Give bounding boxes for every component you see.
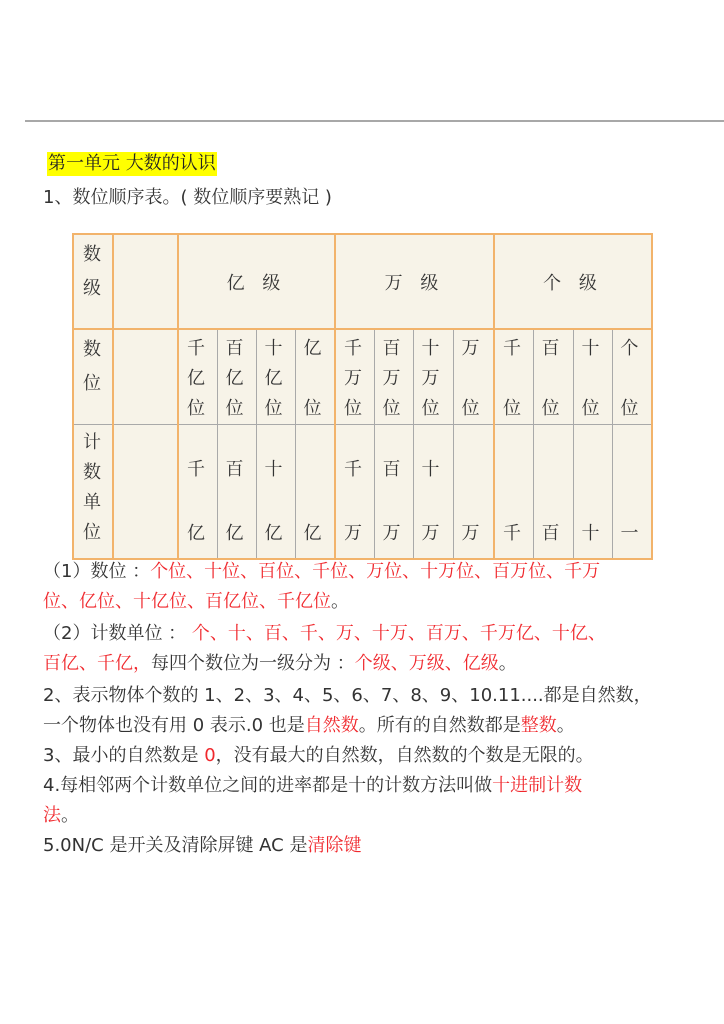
counting-unit-cell: 百 万	[374, 425, 413, 559]
place-value-cell: 千 位	[494, 329, 533, 425]
group-yi: 亿 级	[178, 234, 335, 329]
counting-unit-cell: 千 万	[335, 425, 374, 559]
unit-row	[73, 425, 652, 559]
note-decimal-cont: 法。	[43, 805, 79, 826]
row-label-level: 数 级	[73, 234, 113, 329]
empty-cell	[113, 425, 178, 559]
place-value-cell: 个 位	[612, 329, 652, 425]
counting-unit-cell: 万	[453, 425, 494, 559]
row-label-unit: 计 数 单 位	[73, 425, 113, 559]
row-label-place: 数 位	[73, 329, 113, 425]
place-value-cell: 百 亿 位	[217, 329, 256, 425]
counting-unit-cell: 百 亿	[217, 425, 256, 559]
place-value-cell: 十 位	[573, 329, 612, 425]
place-value-cell: 千 万 位	[335, 329, 374, 425]
header-rule	[25, 120, 724, 122]
place-value-cell: 万 位	[453, 329, 494, 425]
note-1: （1）数位 ：个位、十位、百位、千位、万位、十万位、百万位、千万	[43, 561, 601, 582]
place-value-cell: 十 万 位	[413, 329, 453, 425]
place-value-cell: 千 亿 位	[178, 329, 217, 425]
empty-cell	[113, 329, 178, 425]
note-natural-numbers: 2、表示物体个数的 1、2、3、4、5、6、7、8、9、10.11....都是自然数，	[43, 685, 652, 706]
note-2-cont: 百亿、千亿，每四个数位为一级分为 ：个级、万级、亿级。	[43, 653, 517, 674]
counting-unit-cell: 十 亿	[256, 425, 295, 559]
place-row	[73, 329, 652, 425]
empty-cell	[113, 234, 178, 329]
counting-unit-cell: 千 亿	[178, 425, 217, 559]
unit-heading: 第一单元 大数的认识	[48, 153, 216, 174]
place-value-cell: 百 万 位	[374, 329, 413, 425]
group-wan: 万 级	[335, 234, 494, 329]
counting-unit-cell: 千	[494, 425, 533, 559]
place-value-cell: 亿 位	[295, 329, 335, 425]
counting-unit-cell: 十 万	[413, 425, 453, 559]
counting-unit-cell: 百	[533, 425, 573, 559]
counting-unit-cell: 一	[612, 425, 652, 559]
place-value-cell: 十 亿 位	[256, 329, 295, 425]
note-smallest: 3、最小的自然数是 0，没有最大的自然数，自然数的个数是无限的。	[43, 745, 594, 766]
place-value-cell: 百 位	[533, 329, 573, 425]
intro-line: 1、数位顺序表。( 数位顺序要熟记 )	[43, 187, 332, 208]
place-value-table	[72, 233, 653, 560]
counting-unit-cell: 亿	[295, 425, 335, 559]
group-ge: 个 级	[494, 234, 652, 329]
note-zero: 一个物体也没有用 0 表示.0 也是自然数。所有的自然数都是整数。	[43, 715, 575, 736]
counting-unit-cell: 十	[573, 425, 612, 559]
level-row	[73, 234, 652, 329]
note-decimal: 4.每相邻两个计数单位之间的进率都是十的计数方法叫做十进制计数	[43, 775, 583, 796]
note-1-cont: 位、亿位、十亿位、百亿位、千亿位。	[43, 591, 349, 612]
note-2: （2）计数单位 ： 个、十、百、千、万、十万、百万、千万亿、十亿、	[43, 623, 606, 644]
note-calculator: 5.0N/C 是开关及清除屏键 AC 是清除键	[43, 835, 362, 856]
